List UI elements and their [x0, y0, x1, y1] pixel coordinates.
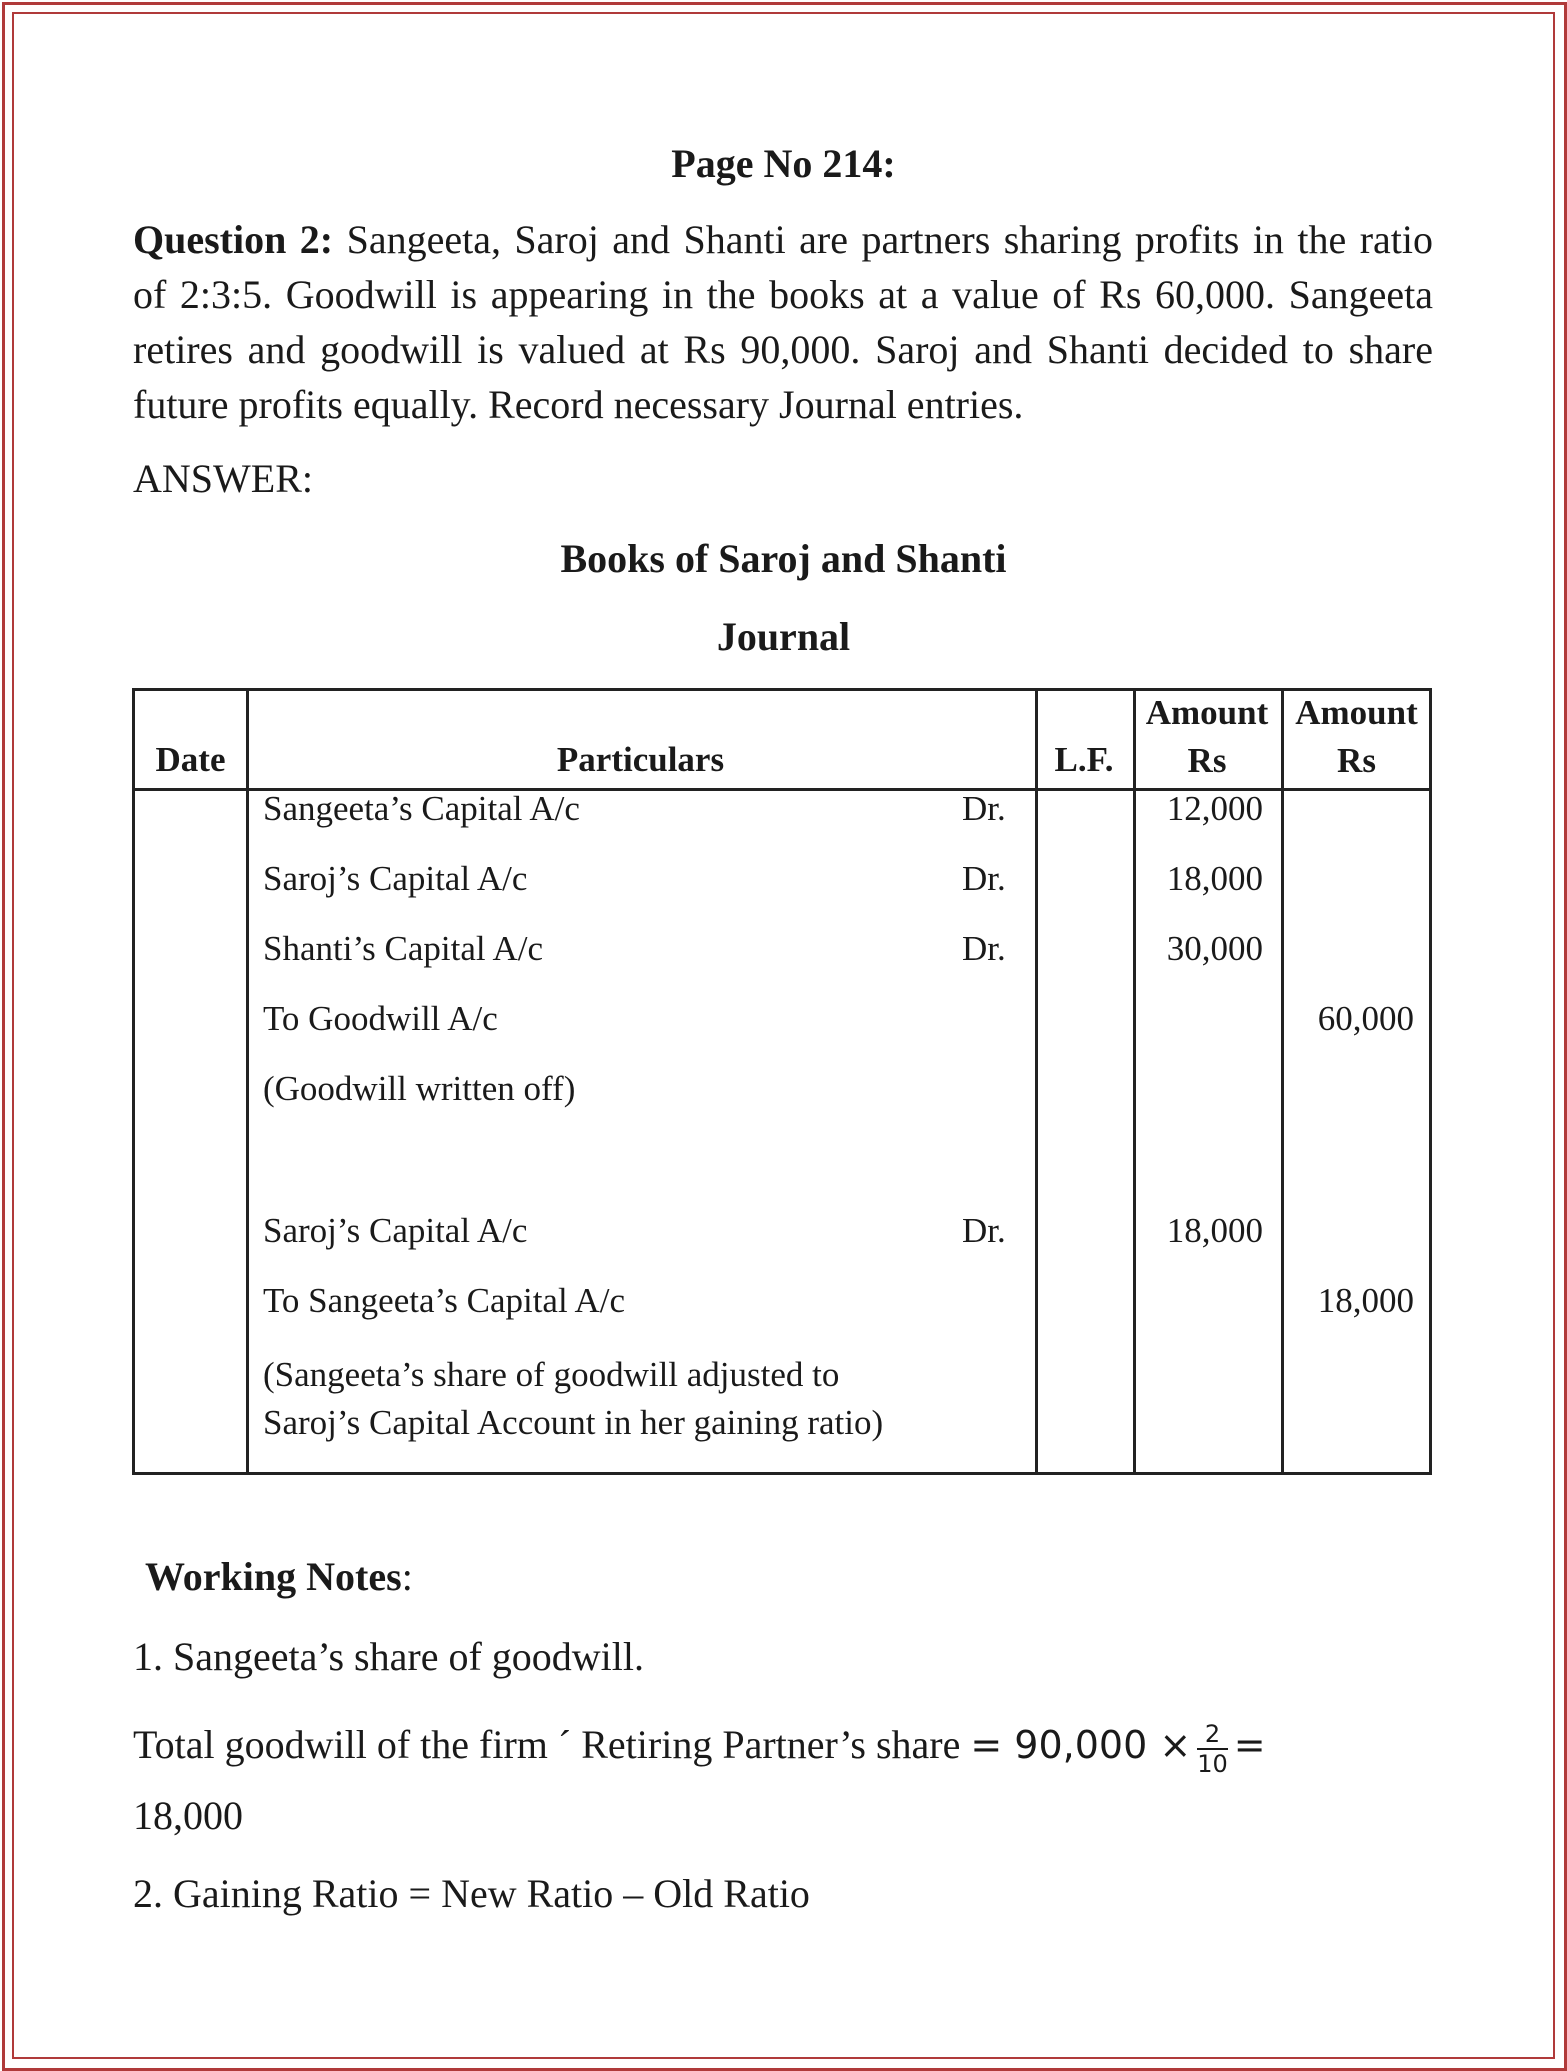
goodwill-formula	[133, 1720, 1266, 1778]
particular-row: Sangeeta’s Capital A/c	[263, 789, 580, 828]
header-amount-credit-line2: Rs	[1337, 741, 1376, 780]
narration: (Goodwill written off)	[263, 1069, 576, 1108]
narration-line: (Sangeeta’s share of goodwill adjusted to	[263, 1355, 840, 1394]
formula-math: = 90,000 ×	[970, 1723, 1192, 1768]
particular-row: To Sangeeta’s Capital A/c	[263, 1281, 626, 1320]
answer-label: ANSWER:	[133, 456, 313, 501]
question-text	[133, 212, 1433, 432]
question-label: Question 2:	[133, 217, 334, 262]
particular-row: To Goodwill A/c	[263, 999, 498, 1038]
formula-result: 18,000	[133, 1793, 243, 1838]
debit-amount: 30,000	[1166, 929, 1263, 968]
fraction-denominator: 10	[1197, 1750, 1228, 1778]
formula-text: Total goodwill of the firm ´ Retiring Partner’s share	[133, 1722, 961, 1768]
working-notes-colon: :	[401, 1554, 413, 1599]
debit-amount: 12,000	[1166, 789, 1263, 828]
credit-amount: 60,000	[1317, 999, 1414, 1038]
fraction	[1197, 1720, 1228, 1778]
header-particulars: Particulars	[556, 740, 725, 779]
journal-table	[132, 688, 1432, 1475]
working-notes-heading: Working Notes	[145, 1554, 402, 1599]
header-amount-debit-line2: Rs	[1187, 741, 1227, 780]
fraction-numerator: 2	[1197, 1720, 1228, 1750]
formula-equals: =	[1233, 1723, 1266, 1768]
header-lf: L.F.	[1054, 740, 1114, 779]
journal-title: Journal	[716, 614, 851, 659]
working-notes-title	[145, 1553, 413, 1600]
dr-marker: Dr.	[962, 789, 1006, 828]
working-note-1: 1. Sangeeta’s share of goodwill.	[133, 1634, 644, 1679]
header-amount-credit	[1281, 689, 1432, 785]
particular-row: Shanti’s Capital A/c	[263, 929, 543, 968]
working-note-2: 2. Gaining Ratio = New Ratio – Old Ratio	[133, 1871, 810, 1916]
debit-amount: 18,000	[1166, 1211, 1263, 1250]
column-divider	[1035, 691, 1038, 1472]
dr-marker: Dr.	[962, 1211, 1006, 1250]
column-divider	[1281, 691, 1284, 1472]
header-amount-debit-line1: Amount	[1145, 693, 1269, 732]
particular-row: Saroj’s Capital A/c	[263, 859, 528, 898]
question-body: Sangeeta, Saroj and Shanti are partners sharing profits in the ratio of 2:3:5. Goodwill is appearing in the books at a value of Rs 60,000. Sangeeta retires and goodwill is valued at Rs 90,000. Saroj and Shanti decided to share future profits equally. Record necessary Journal entries.	[133, 217, 1433, 427]
header-amount-debit	[1133, 689, 1281, 785]
books-title: Books of Saroj and Shanti	[560, 536, 1007, 581]
narration	[263, 1351, 883, 1447]
header-amount-credit-line1: Amount	[1295, 693, 1418, 732]
dr-marker: Dr.	[962, 859, 1006, 898]
particular-row: Saroj’s Capital A/c	[263, 1211, 528, 1250]
dr-marker: Dr.	[962, 929, 1006, 968]
page-number-heading: Page No 214:	[671, 141, 896, 186]
credit-amount: 18,000	[1317, 1281, 1414, 1320]
header-date: Date	[155, 740, 226, 779]
narration-line: Saroj’s Capital Account in her gaining ratio)	[263, 1403, 884, 1442]
column-divider	[246, 691, 249, 1472]
debit-amount: 18,000	[1166, 859, 1263, 898]
